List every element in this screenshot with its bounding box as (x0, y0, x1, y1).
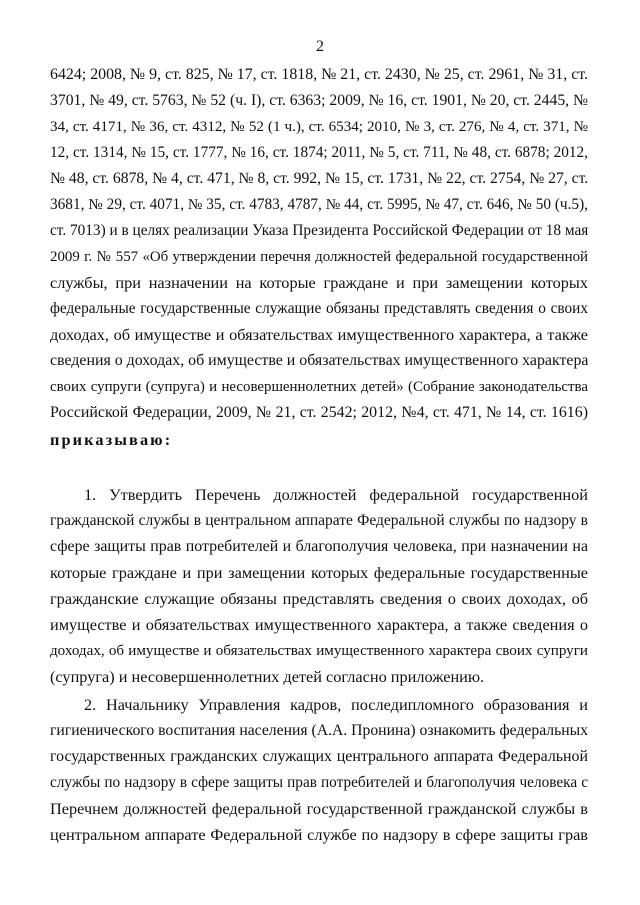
text-line: № 48, ст. 6878, № 4, ст. 471, № 8, ст. 992, № 15, ст. 1731, № 22, ст. 2754, № 27, ст. (50, 170, 588, 187)
text-line: 12, ст. 1314, № 15, ст. 1777, № 16, ст. 1874; 2011, № 5, ст. 711, № 48, ст. 6878; 2012, (50, 144, 588, 161)
text-line: 3681, № 29, ст. 4071, № 35, ст. 4783, 4787, № 44, ст. 5995, № 47, ст. 646, № 50 (ч.5), (50, 196, 588, 213)
paragraph-2-first-line: 2. Начальнику Управления кадров, последипломного образования и (84, 695, 588, 714)
text-line: центральном аппарате Федеральной службе по надзору в сфере защиты грав (50, 825, 588, 844)
paragraph-1-first-line: 1. Утвердить Перечень должностей федеральной государственной (84, 485, 588, 504)
text-line: 3701, № 49, ст. 5763, № 52 (ч. I), ст. 6363; 2009, № 16, ст. 1901, № 20, ст. 2445, № (50, 92, 588, 109)
text-line: имуществе и обязательствах имущественного характера, а также сведения о (50, 615, 588, 634)
text-line: Перечнем должностей федеральной государственной гражданской службы в (50, 799, 588, 818)
text-line: гигиенического воспитания населения (А.А. Пронина) ознакомить федеральных (50, 722, 588, 739)
text-line: 34, ст. 4171, № 36, ст. 4312, № 52 (1 ч.), ст. 6534; 2010, № 3, ст. 276, № 4, ст. 371, № (50, 119, 588, 135)
text-line: 2009 г. № 557 «Об утверждении перечня должностей федеральной государственной (50, 249, 588, 265)
text-line: государственных гражданских служащих центрального аппарата Федеральной (50, 748, 588, 765)
text-line: своих супруги (супруга) и несовершеннолетних детей» (Собрание законодательства (50, 379, 588, 395)
text-line: доходах, об имуществе и обязательствах имущественного характера, а также (50, 325, 588, 344)
page-number: 2 (316, 38, 324, 55)
text-line: федеральные государственные служащие обязаны представлять сведения о своих (50, 300, 588, 317)
text-line: (супруга) и несовершеннолетних детей согласно приложению. (50, 667, 485, 686)
text-line: службы по надзору в сфере защиты прав потребителей и благополучия человека с (50, 774, 588, 791)
text-line: которые граждане и при замещении которых федеральные государственные (50, 563, 588, 582)
text-line: гражданской службы в центральном аппарате Федеральной службы по надзору в (50, 512, 588, 529)
text-line: сфере защиты прав потребителей и благополучия человека, при назначении на (50, 538, 588, 555)
text-line: доходах, об имуществе и обязательствах имущественного характера своих супруги (50, 643, 588, 659)
text-line: сведения о доходах, об имуществе и обязательствах имущественного характера (50, 352, 588, 369)
text-line: Российской Федерации, 2009, № 21, ст. 2542; 2012, №4, ст. 471, № 14, ст. 1616) (50, 404, 588, 421)
text-line: ст. 7013) и в целях реализации Указа Президента Российской Федерации от 18 мая (50, 222, 588, 239)
text-line: гражданские служащие обязаны представлять сведения о своих доходах, об (50, 589, 588, 608)
text-line: 6424; 2008, № 9, ст. 825, № 17, ст. 1818, № 21, ст. 2430, № 25, ст. 2961, № 31, ст. (50, 66, 588, 83)
order-heading: приказываю: (50, 430, 173, 449)
text-line: службы, при назначении на которые граждане и при замещении которых (50, 273, 588, 292)
